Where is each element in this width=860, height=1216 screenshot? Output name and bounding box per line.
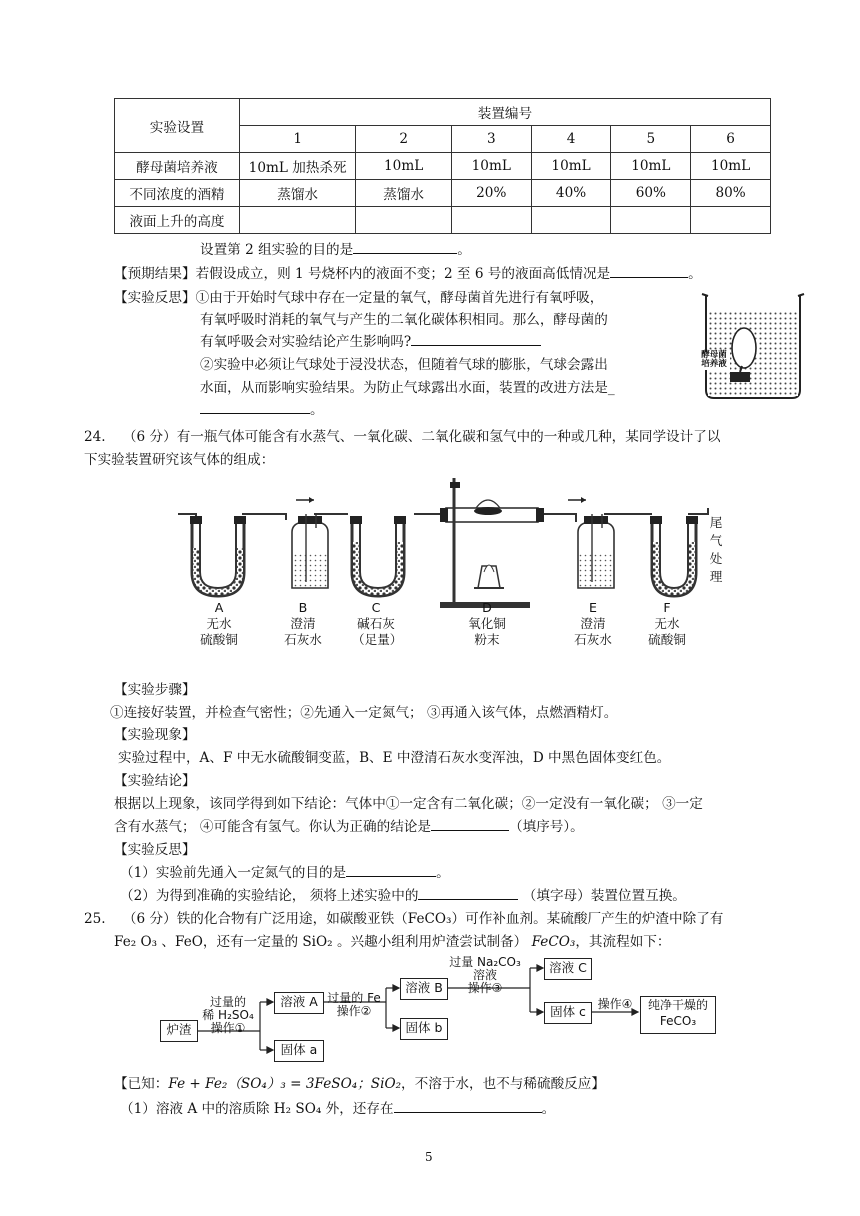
apparatus-letter: F — [663, 600, 671, 615]
beaker-label: 酵母菌培养液 — [701, 350, 727, 369]
table-cell: 40% — [531, 180, 611, 207]
flow-box-start: 炉渣 — [160, 1020, 198, 1042]
question-score: （6 分） — [122, 911, 177, 927]
question-text: 有一瓶气体可能含有水蒸气、一氧化碳、二氧化碳和氢气中的一种或几种，某同学设计了以 — [176, 429, 721, 445]
flow-op-4: 操作④ — [597, 997, 633, 1011]
apparatus-line: 硫酸铜 — [648, 632, 686, 647]
reflection-text: 有氧呼吸会对实验结论产生影响吗? — [200, 334, 412, 350]
purpose-text: 设置第 2 组实验的目的是 — [200, 242, 354, 258]
apparatus-line: 粉末 — [474, 632, 500, 647]
flow-box-solid-b: 固体 b — [400, 1018, 448, 1040]
tail-gas-label: 尾气处理 — [709, 515, 723, 584]
known-info — [114, 1072, 605, 1092]
beaker-figure — [698, 286, 808, 402]
apparatus-line: 硫酸铜 — [200, 632, 238, 647]
apparatus-label-a — [196, 600, 242, 648]
question-text: 下实验装置研究该气体的组成： — [84, 452, 275, 468]
apparatus-label-d — [462, 600, 512, 648]
answer-blank[interactable] — [346, 862, 436, 877]
table-cell: 10mL — [451, 153, 531, 180]
apparatus-label-c — [352, 600, 403, 648]
answer-blank[interactable] — [411, 331, 541, 346]
device-number: 3 — [451, 126, 531, 153]
question-text: ，其流程如下： — [575, 934, 671, 950]
apparatus-line: 澄清 — [290, 616, 316, 631]
row-label: 酵母菌培养液 — [115, 153, 240, 180]
answer-blank[interactable] — [610, 263, 688, 278]
section-label: 【实验现象】 — [114, 727, 196, 743]
answer-cell[interactable] — [239, 207, 356, 234]
table-cell: 10mL — [691, 153, 771, 180]
answer-blank[interactable] — [418, 885, 518, 900]
flow-text: 稀 H₂SO₄ — [202, 1008, 254, 1022]
reflection-text: ①由于开始时气球中存在一定量的氧气，酵母菌首先进行有氧呼吸， — [195, 290, 604, 306]
apparatus-line: 石灰水 — [284, 632, 322, 647]
flow-box-solution-b: 溶液 B — [400, 978, 448, 1000]
apparatus-diagram — [178, 478, 718, 610]
flow-reagent-3 — [446, 956, 524, 995]
apparatus-label-f — [644, 600, 690, 648]
section-label: 【实验结论】 — [114, 773, 196, 789]
known-text: ，不溶于水，也不与稀硫酸反应】 — [401, 1076, 605, 1092]
purpose-question: 设置第 2 组实验的目的是 。 — [200, 238, 471, 258]
question-25-intro — [84, 907, 723, 927]
flow-reagent-2 — [324, 992, 384, 1018]
question-text: 铁的化合物有广泛用途，如碳酸亚铁（FeCO₃）可作补血剂。某硫酸厂产生的炉渣中除了有 — [176, 911, 724, 927]
flow-box-solid-a: 固体 a — [274, 1040, 324, 1062]
table-cell: 蒸馏水 — [239, 180, 356, 207]
flow-text: 过量 Na₂CO₃ — [449, 955, 521, 969]
steps-text: ①连接好装置，并检查气密性；②先通入一定氮气； ③再通入该气体，点燃酒精灯。 — [110, 705, 618, 721]
apparatus-line: 澄清 — [580, 616, 606, 631]
known-equation: Fe + Fe₂（SO₄）₃ = 3FeSO₄；SiO₂ — [168, 1076, 402, 1092]
table-header-setup: 实验设置 — [115, 99, 240, 153]
answer-blank[interactable] — [394, 1098, 542, 1113]
question-25-1: （1）溶液 A 中的溶质除 H₂ SO₄ 外，还存在 。 — [120, 1097, 555, 1117]
question-text: Fe₂ O₃ 、FeO，还有一定量的 SiO₂ 。兴趣小组利用炉渣尝试制备） — [114, 934, 528, 950]
page-number: 5 — [425, 1150, 433, 1164]
device-number: 1 — [239, 126, 356, 153]
flow-text: 操作② — [336, 1004, 372, 1018]
answer-blank[interactable] — [200, 399, 310, 414]
apparatus-line: 无水 — [654, 616, 680, 631]
question-number: 25. — [84, 911, 106, 927]
flow-text: 溶液 — [472, 968, 497, 982]
apparatus-line: 石灰水 — [574, 632, 612, 647]
conclusion-line — [114, 815, 584, 835]
table-cell: 10mL — [611, 153, 691, 180]
apparatus-letter: D — [482, 600, 492, 615]
row-label: 液面上升的高度 — [115, 207, 240, 234]
question-formula: FeCO₃ — [531, 934, 576, 950]
table-cell: 蒸馏水 — [356, 180, 452, 207]
table-cell: 60% — [611, 180, 691, 207]
answer-cell[interactable] — [611, 207, 691, 234]
table-row — [115, 207, 771, 234]
apparatus-line: 碱石灰 — [357, 616, 395, 631]
expected-text: 若假设成立，则 1 号烧杯内的液面不变；2 至 6 号的液面高低情况是 — [195, 266, 611, 282]
apparatus-line: （足量） — [352, 632, 403, 647]
flow-box-solid-c: 固体 c — [544, 1002, 592, 1024]
answer-cell[interactable] — [691, 207, 771, 234]
conclusion-text: 含有水蒸气； ④可能含有氢气。你认为正确的结论是 — [114, 819, 431, 835]
reflection-line: （1）实验前先通入一定氮气的目的是 。 — [120, 861, 450, 881]
answer-cell[interactable] — [531, 207, 611, 234]
conclusion-text: 根据以上现象，该同学得到如下结论：气体中①一定含有二氧化碳；②一定没有一氧化碳； ③一定 — [114, 796, 703, 812]
known-label: 【已知： — [114, 1076, 169, 1092]
apparatus-letter: E — [589, 600, 597, 615]
reflection-text: （2）为得到准确的实验结论， 须将上述实验中的 — [120, 888, 419, 904]
reflection-line: ②实验中必须让气球处于浸没状态，但随着气球的膨胀，气球会露出 — [200, 357, 608, 373]
reflection-line — [200, 330, 541, 350]
apparatus-label-e — [570, 600, 616, 648]
flow-reagent-1 — [200, 996, 256, 1035]
table-cell: 20% — [451, 180, 531, 207]
flow-box-solution-c: 溶液 C — [544, 958, 592, 980]
row-label: 不同浓度的酒精 — [115, 180, 240, 207]
apparatus-letter: A — [214, 600, 224, 615]
device-number: 4 — [531, 126, 611, 153]
question-score: （6 分） — [122, 429, 177, 445]
question-number: 24. — [84, 429, 106, 445]
table-header-group: 装置编号 — [239, 99, 770, 126]
reflection-text: （填字母）装置位置互换。 — [522, 888, 686, 904]
reflection-line — [114, 286, 603, 306]
flow-text: 操作① — [210, 1021, 246, 1035]
apparatus-line: 无水 — [206, 616, 232, 631]
expected-result: 【预期结果】若假设成立，则 1 号烧杯内的液面不变；2 至 6 号的液面高低情况是 。 — [114, 262, 702, 282]
table-row — [115, 180, 771, 207]
apparatus-letter: B — [298, 600, 308, 615]
flow-text: 过量的 Fe — [327, 991, 381, 1005]
section-label: 【预期结果】 — [114, 266, 196, 282]
table-row — [115, 153, 771, 180]
flow-text: FeCO₃ — [659, 1014, 697, 1028]
flow-box-solution-a: 溶液 A — [274, 992, 324, 1014]
answer-cell[interactable] — [356, 207, 452, 234]
table-cell: 80% — [691, 180, 771, 207]
section-label: 【实验步骤】 — [114, 682, 196, 698]
question-24-intro — [84, 425, 720, 445]
section-label: 【实验反思】 — [114, 290, 196, 306]
flow-box-product — [640, 996, 716, 1034]
apparatus-label-b — [280, 600, 326, 648]
flow-text: 过量的 — [209, 995, 246, 1009]
reflection-line: 。 — [200, 398, 324, 418]
reflection-line: 有氧呼吸时消耗的氧气与产生的二氧化碳体积相同。那么，酵母菌的 — [200, 312, 608, 328]
answer-blank[interactable] — [431, 816, 509, 831]
table-cell: 10mL 加热杀死 — [239, 153, 356, 180]
question-text: （1）溶液 A 中的溶质除 H₂ SO₄ 外，还存在 — [120, 1101, 394, 1117]
table-cell: 10mL — [531, 153, 611, 180]
section-label: 【实验反思】 — [114, 842, 196, 858]
reflection-text: 水面，从而影响实验结果。为防止气球露出水面，装置的改进方法是 — [200, 380, 608, 396]
conclusion-text: （填序号）。 — [508, 819, 584, 835]
answer-cell[interactable] — [451, 207, 531, 234]
apparatus-letter: C — [371, 600, 381, 615]
table-cell: 10mL — [356, 153, 452, 180]
answer-blank[interactable] — [353, 239, 457, 254]
device-number: 5 — [611, 126, 691, 153]
question-text-line — [114, 930, 670, 950]
device-number: 2 — [356, 126, 452, 153]
apparatus-line: 氧化铜 — [468, 616, 506, 631]
reflection-line — [120, 884, 686, 904]
flow-text: 纯净干燥的 — [647, 998, 708, 1012]
reflection-text: （1）实验前先通入一定氮气的目的是 — [120, 865, 347, 881]
reflection-line: 水面，从而影响实验结果。为防止气球露出水面，装置的改进方法是_ — [200, 380, 615, 396]
device-number: 6 — [691, 126, 771, 153]
experiment-table — [114, 98, 771, 234]
phenomena-text: 实验过程中，A、F 中无水硫酸铜变蓝，B、E 中澄清石灰水变浑浊，D 中黑色固体变红色。 — [118, 750, 671, 766]
flow-text: 操作③ — [467, 981, 503, 995]
